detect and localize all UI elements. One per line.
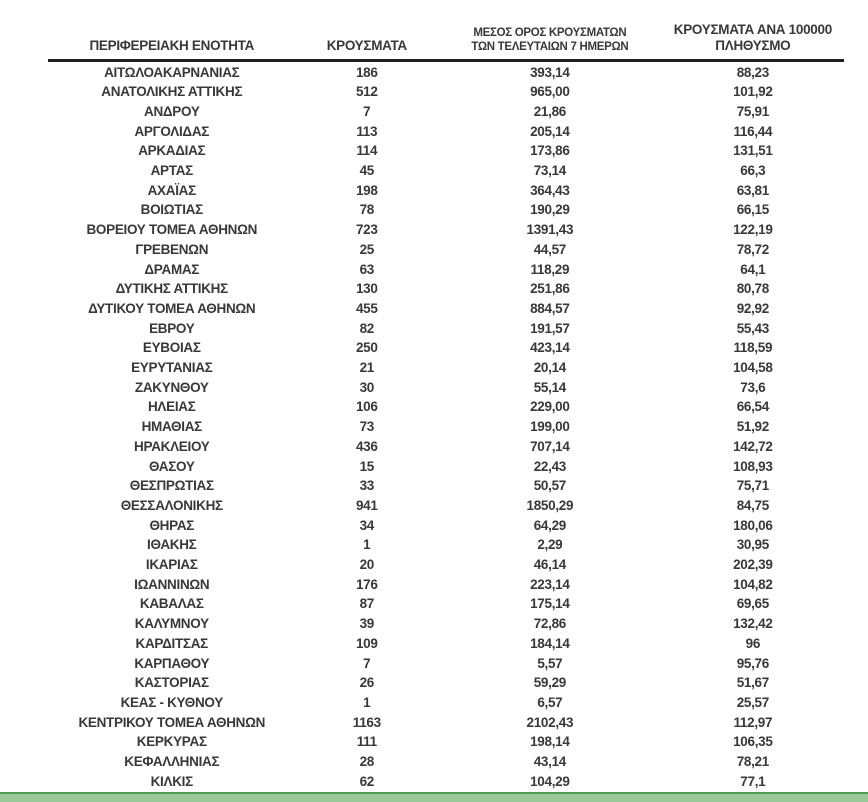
cell-per100k: 69,65 bbox=[736, 596, 769, 612]
cell-per100k: 25,57 bbox=[736, 695, 769, 710]
cell-per100k: 95,76 bbox=[736, 655, 769, 671]
cell-per100k: 118,59 bbox=[733, 340, 773, 356]
cell-avg7: 72,86 bbox=[533, 616, 566, 632]
cell-region: ΕΥΡΥΤΑΝΙΑΣ bbox=[131, 360, 213, 376]
cell-avg7: 1391,43 bbox=[526, 222, 574, 238]
table-row bbox=[48, 693, 844, 713]
cell-region: ΑΝΔΡΟΥ bbox=[144, 103, 200, 119]
col-header-avg7-line2: ΤΩΝ ΤΕΛΕΥΤΑΙΩΝ 7 ΗΜΕΡΩΝ bbox=[471, 41, 629, 54]
cell-avg7: 707,14 bbox=[530, 438, 570, 454]
cell-region: ΙΩΑΝΝΙΝΩΝ bbox=[134, 576, 210, 592]
cell-cases: 113 bbox=[356, 123, 378, 139]
table-row bbox=[48, 476, 844, 496]
cell-avg7: 229,00 bbox=[530, 399, 570, 415]
cell-cases: 21 bbox=[359, 360, 374, 376]
col-header-per100k-line2: ΠΛΗΘΥΣΜΟ bbox=[715, 38, 791, 54]
table-row bbox=[48, 594, 844, 614]
cell-cases: 436 bbox=[355, 438, 378, 454]
cell-cases: 941 bbox=[355, 497, 378, 513]
cell-per100k: 112,97 bbox=[733, 714, 773, 730]
table-row bbox=[48, 732, 844, 752]
cell-avg7: 64,29 bbox=[533, 517, 566, 533]
cell-cases: 186 bbox=[355, 64, 378, 80]
table-body bbox=[48, 60, 844, 792]
cell-avg7: 198,14 bbox=[530, 734, 570, 750]
cell-region: ΘΗΡΑΣ bbox=[149, 517, 195, 533]
table-row bbox=[48, 82, 844, 102]
cell-cases: 1 bbox=[363, 537, 371, 553]
cell-avg7: 44,57 bbox=[533, 241, 566, 257]
cell-region: ΓΡΕΒΕΝΩΝ bbox=[135, 241, 209, 257]
cell-per100k: 84,75 bbox=[736, 497, 769, 513]
cell-per100k: 108,93 bbox=[733, 458, 773, 474]
cell-cases: 82 bbox=[359, 320, 374, 336]
cell-avg7: 59,29 bbox=[533, 675, 566, 691]
cell-per100k: 30,95 bbox=[736, 537, 769, 553]
cell-avg7: 251,86 bbox=[530, 281, 570, 297]
table-row bbox=[48, 279, 844, 299]
cell-avg7: 5,57 bbox=[537, 655, 563, 671]
cell-per100k: 92,92 bbox=[736, 300, 769, 316]
table-row bbox=[48, 240, 844, 260]
table-row bbox=[48, 535, 844, 555]
cell-per100k: 101,92 bbox=[733, 84, 773, 100]
cell-avg7: 20,14 bbox=[533, 360, 566, 376]
table-row bbox=[48, 358, 844, 378]
cell-per100k: 73,6 bbox=[740, 379, 766, 395]
cell-avg7: 393,14 bbox=[530, 64, 570, 80]
cell-avg7: 1850,29 bbox=[526, 497, 574, 513]
table-row bbox=[48, 555, 844, 575]
cell-cases: 87 bbox=[359, 596, 374, 612]
cell-per100k: 51,92 bbox=[736, 419, 769, 435]
cell-per100k: 66,3 bbox=[740, 163, 766, 179]
cell-region: ΘΑΣΟΥ bbox=[148, 458, 195, 474]
cell-region: ΙΘΑΚΗΣ bbox=[147, 537, 197, 553]
cell-avg7: 191,57 bbox=[530, 320, 570, 336]
cell-region: ΑΝΑΤΟΛΙΚΗΣ ΑΤΤΙΚΗΣ bbox=[101, 84, 243, 100]
cell-avg7: 22,43 bbox=[533, 458, 566, 474]
cell-cases: 7 bbox=[363, 655, 371, 671]
cell-per100k: 131,51 bbox=[733, 143, 773, 159]
col-header-per100k bbox=[662, 0, 844, 60]
table-row bbox=[48, 397, 844, 417]
cell-avg7: 46,14 bbox=[533, 557, 566, 573]
bottom-green-bar bbox=[0, 792, 868, 802]
cell-region: ΙΚΑΡΙΑΣ bbox=[145, 557, 198, 573]
cell-cases: 28 bbox=[359, 754, 374, 770]
cell-avg7: 965,00 bbox=[530, 84, 570, 100]
table-row bbox=[48, 141, 844, 161]
col-header-avg7-line1: ΜΕΣΟΣ ΟΡΟΣ ΚΡΟΥΣΜΑΤΩΝ bbox=[473, 27, 627, 40]
table-row bbox=[48, 516, 844, 536]
cell-per100k: 51,67 bbox=[736, 675, 769, 691]
cell-region: ΒΟΙΩΤΙΑΣ bbox=[140, 202, 203, 218]
cell-region: ΚΑΛΥΜΝΟΥ bbox=[134, 616, 209, 632]
cell-cases: 106 bbox=[355, 399, 378, 415]
table-row bbox=[48, 496, 844, 516]
cell-cases: 26 bbox=[359, 675, 374, 691]
header-row bbox=[48, 0, 844, 60]
table-row bbox=[48, 299, 844, 319]
table-row bbox=[48, 60, 844, 82]
cell-cases: 109 bbox=[355, 635, 378, 651]
cell-cases: 1 bbox=[363, 695, 371, 710]
table-row bbox=[48, 181, 844, 201]
cell-avg7: 2,29 bbox=[537, 537, 563, 553]
cell-region: ΑΧΑΪΑΣ bbox=[147, 182, 196, 198]
cell-cases: 25 bbox=[359, 241, 374, 257]
table-row bbox=[48, 122, 844, 142]
cell-region: ΚΕΑΣ - ΚΥΘΝΟΥ bbox=[120, 695, 223, 710]
cell-region: ΑΡΚΑΔΙΑΣ bbox=[138, 143, 206, 159]
covid-cases-table bbox=[48, 0, 844, 792]
cell-region: ΕΥΒΟΙΑΣ bbox=[142, 340, 201, 356]
table-row bbox=[48, 260, 844, 280]
table-row bbox=[48, 161, 844, 181]
cell-avg7: 884,57 bbox=[530, 300, 570, 316]
cell-cases: 1163 bbox=[352, 714, 381, 730]
cell-region: ΚΕΦΑΛΛΗΝΙΑΣ bbox=[124, 754, 220, 770]
cell-avg7: 223,14 bbox=[530, 576, 570, 592]
cell-cases: 34 bbox=[359, 517, 374, 533]
cell-region: ΑΡΤΑΣ bbox=[150, 163, 193, 179]
cell-cases: 73 bbox=[359, 419, 374, 435]
cell-region: ΑΙΤΩΛΟΑΚΑΡΝΑΝΙΑΣ bbox=[104, 64, 240, 80]
cell-per100k: 75,91 bbox=[736, 103, 769, 119]
cell-per100k: 78,72 bbox=[736, 241, 769, 257]
cell-per100k: 55,43 bbox=[736, 320, 769, 336]
col-header-region bbox=[48, 0, 296, 60]
cell-region: ΚΑΡΠΑΘΟΥ bbox=[134, 655, 210, 671]
cell-cases: 250 bbox=[355, 340, 378, 356]
cell-cases: 512 bbox=[355, 84, 378, 100]
cell-per100k: 66,15 bbox=[736, 202, 769, 218]
cell-cases: 39 bbox=[359, 616, 374, 632]
cell-avg7: 175,14 bbox=[530, 596, 570, 612]
cell-region: ΗΡΑΚΛΕΙΟΥ bbox=[134, 438, 210, 454]
cell-region: ΚΑΡΔΙΤΣΑΣ bbox=[135, 635, 208, 651]
cell-avg7: 73,14 bbox=[533, 163, 566, 179]
cell-per100k: 104,82 bbox=[733, 576, 773, 592]
col-header-avg7 bbox=[438, 0, 662, 60]
cell-avg7: 199,00 bbox=[530, 419, 570, 435]
table-row bbox=[48, 319, 844, 339]
cell-cases: 455 bbox=[355, 300, 378, 316]
cell-avg7: 423,14 bbox=[530, 340, 570, 356]
table-row bbox=[48, 654, 844, 674]
cell-per100k: 104,58 bbox=[733, 360, 773, 376]
cell-cases: 723 bbox=[355, 222, 378, 238]
table-row bbox=[48, 220, 844, 240]
cell-avg7: 50,57 bbox=[533, 478, 566, 494]
cell-cases: 176 bbox=[355, 576, 378, 592]
cell-per100k: 77,1 bbox=[740, 773, 766, 789]
cell-region: ΘΕΣΠΡΩΤΙΑΣ bbox=[129, 478, 214, 494]
cell-per100k: 88,23 bbox=[736, 64, 769, 80]
cell-region: ΗΛΕΙΑΣ bbox=[147, 399, 196, 415]
cell-avg7: 6,57 bbox=[537, 695, 563, 710]
cell-region: ΚΑΣΤΟΡΙΑΣ bbox=[134, 675, 209, 691]
cell-cases: 15 bbox=[359, 458, 374, 474]
cell-cases: 198 bbox=[355, 182, 378, 198]
cell-cases: 62 bbox=[359, 773, 374, 789]
cell-per100k: 63,81 bbox=[736, 182, 769, 198]
cell-region: ΔΡΑΜΑΣ bbox=[144, 261, 200, 277]
table-row bbox=[48, 634, 844, 654]
cell-region: ΚΑΒΑΛΑΣ bbox=[139, 596, 204, 612]
table-row bbox=[48, 457, 844, 477]
cell-per100k: 142,72 bbox=[733, 438, 773, 454]
cell-avg7: 190,29 bbox=[530, 202, 570, 218]
cell-per100k: 75,71 bbox=[736, 478, 769, 494]
table-row bbox=[48, 338, 844, 358]
cell-per100k: 80,78 bbox=[736, 281, 769, 297]
cell-cases: 63 bbox=[359, 261, 374, 277]
cell-cases: 78 bbox=[359, 202, 374, 218]
col-header-region-label: ΠΕΡΙΦΕΡΕΙΑΚΗ ΕΝΟΤΗΤΑ bbox=[89, 38, 255, 54]
cell-per100k: 122,19 bbox=[733, 222, 773, 238]
cell-region: ΗΜΑΘΙΑΣ bbox=[141, 419, 202, 435]
cell-avg7: 43,14 bbox=[533, 754, 566, 770]
cell-per100k: 78,21 bbox=[736, 754, 769, 770]
cell-avg7: 184,14 bbox=[530, 635, 570, 651]
cell-per100k: 180,06 bbox=[733, 517, 773, 533]
col-header-per100k-line1: ΚΡΟΥΣΜΑΤΑ ΑΝΑ 100000 bbox=[673, 21, 832, 37]
cell-avg7: 205,14 bbox=[530, 123, 570, 139]
cell-region: ΕΒΡΟΥ bbox=[149, 320, 195, 336]
cell-avg7: 364,43 bbox=[530, 182, 570, 198]
cell-region: ΔΥΤΙΚΗΣ ΑΤΤΙΚΗΣ bbox=[115, 281, 228, 297]
cell-region: ΘΕΣΣΑΛΟΝΙΚΗΣ bbox=[120, 497, 223, 513]
regional-cases-table-wrap bbox=[48, 0, 844, 792]
table-row bbox=[48, 752, 844, 772]
table-row bbox=[48, 673, 844, 693]
cell-per100k: 132,42 bbox=[733, 616, 773, 632]
cell-per100k: 66,54 bbox=[736, 399, 769, 415]
cell-per100k: 202,39 bbox=[733, 557, 773, 573]
cell-region: ΚΕΡΚΥΡΑΣ bbox=[136, 734, 207, 750]
col-header-cases-label: ΚΡΟΥΣΜΑΤΑ bbox=[326, 38, 407, 54]
table-row bbox=[48, 200, 844, 220]
cell-region: ΑΡΓΟΛΙΔΑΣ bbox=[134, 123, 210, 139]
cell-per100k: 64,1 bbox=[740, 261, 766, 277]
cell-avg7: 21,86 bbox=[533, 103, 566, 119]
cell-cases: 20 bbox=[359, 557, 374, 573]
cell-cases: 30 bbox=[359, 379, 374, 395]
cell-cases: 111 bbox=[356, 734, 377, 750]
cell-per100k: 96 bbox=[745, 635, 761, 651]
cell-avg7: 2102,43 bbox=[526, 714, 574, 730]
cell-per100k: 116,44 bbox=[733, 123, 773, 139]
cell-region: ΚΙΛΚΙΣ bbox=[150, 773, 193, 789]
cell-region: ΒΟΡΕΙΟΥ ΤΟΜΕΑ ΑΘΗΝΩΝ bbox=[86, 222, 258, 238]
cell-avg7: 55,14 bbox=[533, 379, 566, 395]
cell-region: ΖΑΚΥΝΘΟΥ bbox=[134, 379, 209, 395]
cell-cases: 45 bbox=[359, 163, 374, 179]
cell-avg7: 104,29 bbox=[530, 773, 570, 789]
table-header bbox=[48, 0, 844, 60]
cell-cases: 33 bbox=[359, 478, 374, 494]
table-row bbox=[48, 437, 844, 457]
table-row bbox=[48, 575, 844, 595]
table-row bbox=[48, 614, 844, 634]
table-row bbox=[48, 417, 844, 437]
cell-region: ΚΕΝΤΡΙΚΟΥ ΤΟΜΕΑ ΑΘΗΝΩΝ bbox=[78, 714, 266, 730]
cell-cases: 130 bbox=[355, 281, 378, 297]
cell-cases: 7 bbox=[363, 103, 371, 119]
table-row bbox=[48, 102, 844, 122]
cell-per100k: 106,35 bbox=[733, 734, 773, 750]
table-row bbox=[48, 378, 844, 398]
table-row bbox=[48, 713, 844, 733]
col-header-cases bbox=[296, 0, 438, 60]
cell-avg7: 118,29 bbox=[530, 261, 570, 277]
cell-cases: 114 bbox=[356, 143, 378, 159]
cell-region: ΔΥΤΙΚΟΥ ΤΟΜΕΑ ΑΘΗΝΩΝ bbox=[88, 300, 256, 316]
table-row bbox=[48, 772, 844, 792]
cell-avg7: 173,86 bbox=[530, 143, 570, 159]
